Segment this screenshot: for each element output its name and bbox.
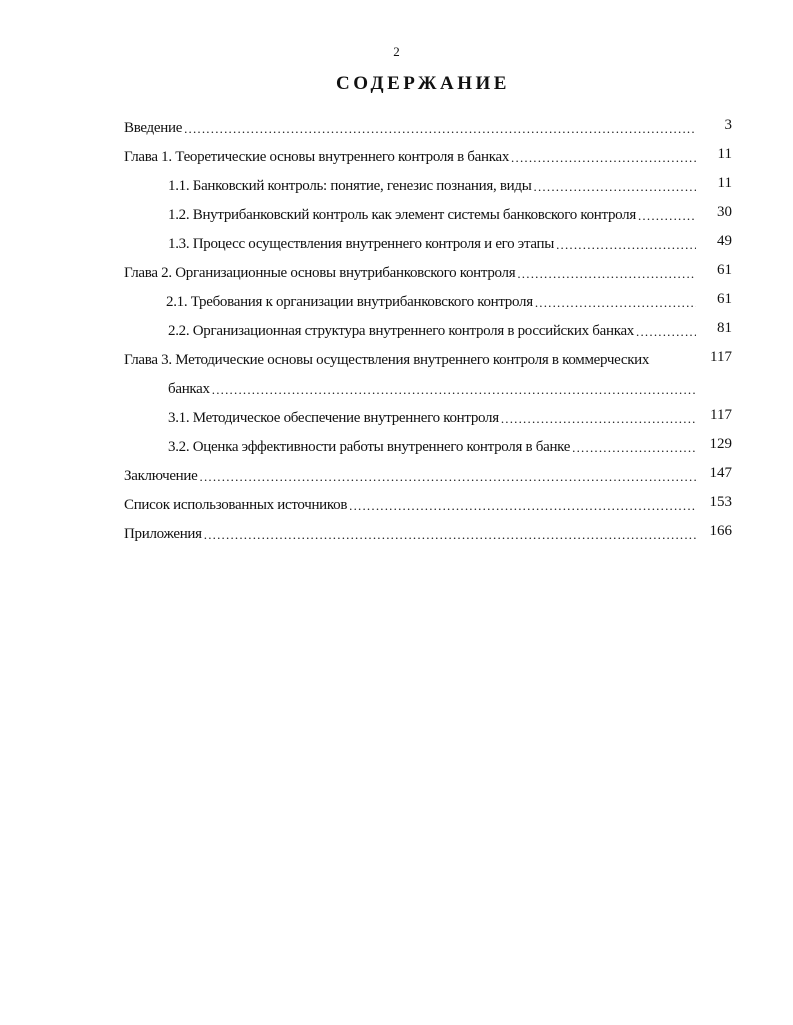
toc-entry-page: 3: [724, 117, 732, 133]
toc-entry-label: Приложения: [124, 526, 202, 542]
toc-entry-label: банках: [168, 381, 210, 397]
toc-entry-page: 81: [717, 320, 732, 336]
toc-entry-section-3-2[interactable]: [168, 432, 696, 456]
toc-entry-page: 61: [717, 262, 732, 278]
toc-entry-page: 61: [717, 291, 732, 307]
toc-leader-dots: [204, 527, 696, 543]
toc-entry-section-2-1[interactable]: [166, 287, 696, 311]
toc-entry-page: 117: [710, 407, 732, 423]
toc-entry-page: 129: [709, 436, 732, 452]
toc-entry-label: Глава 3. Методические основы осуществления внутреннего контроля в коммерческих: [124, 352, 650, 368]
toc-entry-page: 153: [709, 494, 732, 510]
toc-entry-label: 2.1. Требования к организации внутрибанковского контроля: [166, 294, 533, 310]
toc-entry-page: 11: [717, 146, 732, 162]
toc-entry-label: Глава 2. Организационные основы внутрибанковского контроля: [124, 265, 516, 281]
toc-entry-section-3-1[interactable]: [168, 403, 696, 427]
toc-entry-page: 166: [709, 523, 732, 539]
toc-leader-dots: [184, 121, 696, 137]
page-title: СОДЕРЖАНИЕ: [336, 73, 510, 94]
toc-entry-chapter-3[interactable]: [124, 345, 696, 369]
toc-entry-label: 3.1. Методическое обеспечение внутреннего контроля: [168, 410, 499, 426]
toc-entry-label: Заключение: [124, 468, 198, 484]
toc-entry-page: 117: [710, 349, 732, 365]
toc-entry-label: 3.2. Оценка эффективности работы внутреннего контроля в банке: [168, 439, 571, 455]
toc-leader-dots: [517, 266, 696, 282]
toc-entry-section-1-3[interactable]: [168, 229, 696, 253]
toc-entry-conclusion[interactable]: [124, 461, 696, 485]
toc-entry-label: Введение: [124, 120, 183, 136]
toc-leader-dots: [212, 382, 696, 398]
toc-entry-label: 1.1. Банковский контроль: понятие, генезис познания, виды: [168, 178, 532, 194]
toc-entry-label: 1.3. Процесс осуществления внутреннего контроля и его этапы: [168, 236, 555, 252]
toc-entry-page: 49: [717, 233, 732, 249]
toc-leader-dots: [501, 411, 696, 427]
toc-entry-label: Глава 1. Теоретические основы внутреннего контроля в банках: [124, 149, 510, 165]
toc-leader-dots: [200, 469, 697, 485]
toc-entry-section-2-2[interactable]: [168, 316, 696, 340]
toc-entry-page: 147: [709, 465, 732, 481]
toc-entry-appendices[interactable]: [124, 519, 696, 543]
toc-entry-label: 1.2. Внутрибанковский контроль как элемент системы банковского контроля: [168, 207, 636, 223]
page-number: 2: [393, 44, 400, 59]
toc-entry-chapter-1[interactable]: [124, 142, 696, 166]
toc-entry-page: 30: [717, 204, 732, 220]
toc-entry-section-1-2[interactable]: [168, 200, 696, 224]
toc-entry-references[interactable]: [124, 490, 696, 514]
toc-entry-chapter-3-continuation[interactable]: [168, 374, 696, 398]
toc-entry-label: Список использованных источников: [124, 497, 348, 513]
toc-leader-dots: [511, 150, 696, 166]
toc-entry-section-1-1[interactable]: [168, 171, 696, 195]
toc-entry-label: 2.2. Организационная структура внутреннего контроля в российских банках: [168, 323, 635, 339]
toc-entry-introduction[interactable]: [124, 113, 696, 137]
toc-leader-dots: [349, 498, 696, 514]
toc-entry-page: 11: [717, 175, 732, 191]
toc-entry-chapter-2[interactable]: [124, 258, 696, 282]
